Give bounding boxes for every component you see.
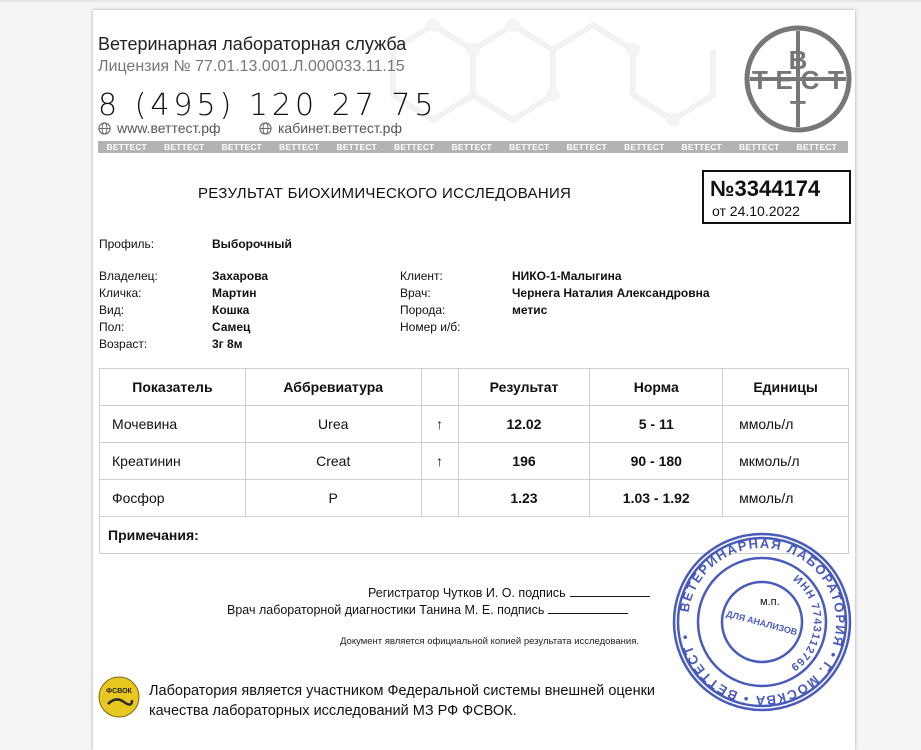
phone-number: 8 (495) 120 27 75 (98, 88, 438, 123)
brand-strip-label: ВЕТТЕСТ (566, 142, 607, 152)
pet-name-label: Кличка: (99, 286, 142, 300)
profile-label: Профиль: (99, 237, 155, 251)
globe-icon (259, 122, 272, 135)
brand-strip (98, 141, 848, 153)
official-stamp (671, 531, 853, 713)
unit: ммоль/л (723, 480, 849, 517)
doctor-signature-text: Врач лабораторной диагностики Танина М. Е. подпись (227, 603, 545, 617)
doctor-label: Врач: (400, 286, 431, 300)
pet-name-value: Мартин (212, 286, 257, 300)
table-row (100, 443, 849, 480)
brand-strip-label: ВЕТТЕСТ (394, 142, 435, 152)
table-row (100, 480, 849, 517)
profile-value: Выборочный (212, 237, 292, 251)
brand-strip-label: ВЕТТЕСТ (681, 142, 722, 152)
indicator-name: Мочевина (100, 406, 246, 443)
age-label: Возраст: (99, 337, 148, 351)
fsvok-logo (98, 676, 140, 718)
fsvok-membership-text: Лаборатория является участником Федеральной системы внешней оценки качества лабораторных исследований МЗ РФ ФСВОК. (149, 683, 656, 719)
unit: мкмоль/л (723, 443, 849, 480)
column-header: Результат (458, 369, 590, 406)
official-copy-disclaimer: Документ является официальной копией результата исследования. (340, 636, 640, 647)
breed-value: метис (512, 303, 548, 317)
document-number: №3344174 (710, 176, 821, 201)
document-title: РЕЗУЛЬТАТ БИОХИМИЧЕСКОГО ИССЛЕДОВАНИЯ (198, 185, 572, 202)
brand-strip-label: ВЕТТЕСТ (509, 142, 550, 152)
column-header: Норма (590, 369, 723, 406)
document-date: от 24.10.2022 (712, 203, 800, 219)
registrar-signature-text: Регистратор Чутков И. О. подпись (368, 586, 566, 600)
logo-letter: Т (752, 65, 768, 95)
globe-icon (98, 122, 111, 135)
flag-arrow-icon: ↑ (421, 443, 458, 480)
document-number-box (702, 170, 851, 224)
result-value: 196 (458, 443, 590, 480)
column-header (421, 369, 458, 406)
column-header: Показатель (100, 369, 246, 406)
owner-value: Захарова (212, 269, 269, 283)
website-text: www.веттест.рф (117, 120, 221, 136)
column-header: Единицы (723, 369, 849, 406)
doctor-signature (227, 603, 628, 617)
species-label: Вид: (99, 303, 125, 317)
cabinet-text: кабинет.веттест.рф (278, 120, 402, 136)
unit: ммоль/л (723, 406, 849, 443)
brand-strip-label: ВЕТТЕСТ (796, 142, 837, 152)
logo-letter: Т (828, 65, 844, 95)
result-value: 1.23 (458, 480, 590, 517)
indicator-name: Фосфор (100, 480, 246, 517)
brand-strip-label: ВЕТТЕСТ (164, 142, 205, 152)
document-page (93, 10, 855, 750)
case-number-label: Номер и/б: (400, 320, 461, 334)
hexagon-background-pattern (373, 10, 733, 150)
table-row (100, 406, 849, 443)
top-border (0, 0, 921, 2)
indicator-name: Креатинин (100, 443, 246, 480)
indicator-abbr: Creat (245, 443, 421, 480)
signature-line (570, 595, 650, 597)
brand-strip-label: ВЕТТЕСТ (279, 142, 320, 152)
brand-strip-label: ВЕТТЕСТ (739, 142, 780, 152)
doctor-value: Чернега Наталия Александровна (512, 286, 710, 300)
age-value: 3г 8м (212, 337, 243, 351)
client-value: НИКО-1-Малыгина (512, 269, 622, 283)
signature-line (548, 612, 628, 614)
species-value: Кошка (212, 303, 250, 317)
client-label: Клиент: (400, 269, 443, 283)
notes-label: Примечания: (100, 517, 849, 554)
org-name: Ветеринарная лабораторная служба (98, 34, 407, 54)
norm-range: 5 - 11 (590, 406, 723, 443)
indicator-abbr: P (245, 480, 421, 517)
brand-strip-label: ВЕТТЕСТ (451, 142, 492, 152)
flag-arrow-icon (421, 480, 458, 517)
results-table (99, 368, 849, 554)
svg-text:ДЛЯ АНАЛИЗОВ: ДЛЯ АНАЛИЗОВ (725, 608, 799, 638)
owner-label: Владелец: (99, 269, 158, 283)
stamp-place-label: м.п. (760, 596, 780, 608)
sex-value: Самец (212, 320, 251, 334)
cabinet-link[interactable] (259, 120, 402, 136)
result-value: 12.02 (458, 406, 590, 443)
brand-strip-label: ВЕТТЕСТ (336, 142, 377, 152)
flag-arrow-icon: ↑ (421, 406, 458, 443)
license-number: Лицензия № 77.01.13.001.Л.000033.11.15 (98, 58, 405, 75)
logo-letter: В (788, 45, 808, 75)
svg-text:ИНН 7743112769: ИНН 7743112769 (787, 572, 824, 674)
indicator-abbr: Urea (245, 406, 421, 443)
brand-strip-label: ВЕТТЕСТ (106, 142, 147, 152)
svg-text:ФСВОК: ФСВОК (106, 688, 132, 695)
logo-letter: Т (790, 95, 806, 125)
vettest-logo (744, 25, 852, 133)
brand-strip-label: ВЕТТЕСТ (221, 142, 262, 152)
registrar-signature (368, 586, 650, 600)
table-header-row (100, 369, 849, 406)
sex-label: Пол: (99, 320, 125, 334)
column-header: Аббревиатура (245, 369, 421, 406)
norm-range: 1.03 - 1.92 (590, 480, 723, 517)
breed-label: Порода: (400, 303, 446, 317)
brand-strip-label: ВЕТТЕСТ (624, 142, 665, 152)
logo-letter: С (800, 65, 820, 95)
website-link[interactable] (98, 120, 221, 136)
svg-text:ВЕТЕРИНАРНАЯ ЛАБОРАТОРИЯ • Г.: ВЕТЕРИНАРНАЯ ЛАБОРАТОРИЯ • Г. МОСКВА • ВЕТТЕСТ • (676, 535, 849, 709)
norm-range: 90 - 180 (590, 443, 723, 480)
logo-letter: Е (775, 65, 793, 95)
